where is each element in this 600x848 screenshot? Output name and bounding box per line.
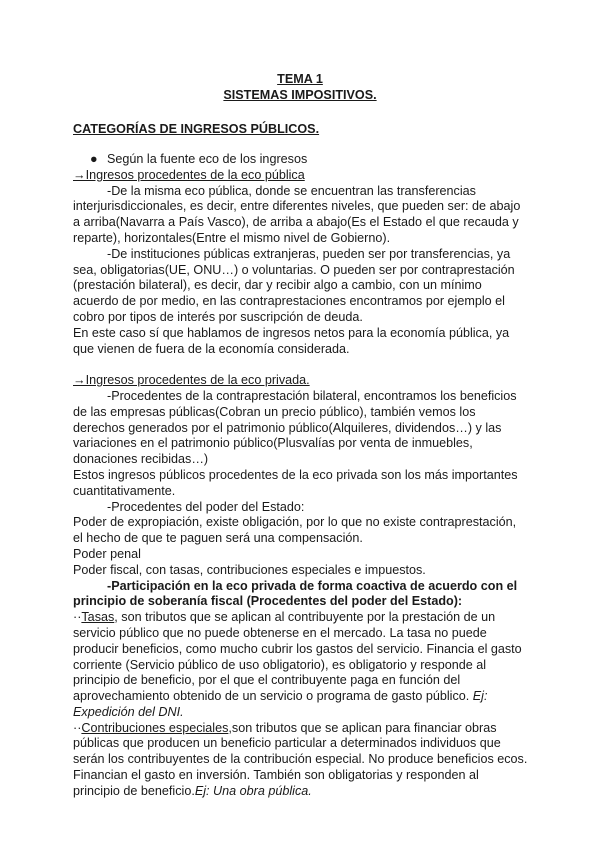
paragraph: -Procedentes del poder del Estado: — [107, 499, 305, 514]
paragraph-tasas — [73, 610, 529, 721]
document-body — [73, 152, 529, 800]
paragraph-contribuciones — [73, 721, 529, 800]
paragraph: Poder fiscal, con tasas, contribuciones especiales e impuestos. — [73, 562, 426, 577]
bullet-item — [73, 152, 529, 168]
paragraph: -De la misma eco pública, donde se encuentran las transferencias interjurisdiccionales, es decir, entre diferentes niveles, que pueden ser: de abajo a arriba(Navarra a País Vasco), de arriba a abajo(Es el Estado el que recauda y reparte), horizontales(Entre el mismo nivel de Gobierno). — [73, 183, 521, 245]
prefix-marks: ·· — [73, 720, 82, 735]
bullet-text: Según la fuente eco de los ingresos — [107, 152, 308, 166]
prefix-marks: ·· — [73, 610, 82, 625]
section-heading: CATEGORÍAS DE INGRESOS PÚBLICOS. — [73, 122, 320, 136]
paragraph: Estos ingresos públicos procedentes de la eco privada son los más importantes cuantitativamente. — [73, 467, 518, 498]
definition-text: ,son tributos que se aplican para financiar obras públicas que producen un beneficio particular a determinados individuos que serán los contribuyentes de la contribución especial. No produce beneficios ecos. Financian el gasto en inversión. También son obligatorias y responden al principio de beneficio. — [73, 720, 528, 798]
document-title — [0, 72, 600, 104]
paragraph: Poder de expropiación, existe obligación, por lo que no existe contraprestación, el hecho de que te paguen será una compensación. — [73, 515, 517, 546]
subheading-public-economy: →Ingresos procedentes de la eco pública — [73, 167, 305, 182]
bold-paragraph: -Participación en la eco privada de forma coactiva de acuerdo con el principio de soberanía fiscal (Procedentes del poder del Estado): — [73, 578, 518, 609]
paragraph: En este caso sí que hablamos de ingresos netos para la economía pública, ya que vienen de fuera de la economía considerada. — [73, 325, 510, 356]
example-text: Ej: Una obra pública. — [194, 783, 312, 798]
paragraph: -De instituciones públicas extranjeras, pueden ser por transferencias, ya sea, obligatorias(UE, ONU…) o voluntarias. O pueden ser por contraprestación (prestación bilateral), es decir, dar y recibir algo a cambio, con un mínimo acuerdo de por medio, en las contraprestaciones encontramos por ejemplo el cobro por tipos de interés por suscripción de deuda. — [73, 246, 515, 324]
term-contribuciones: Contribuciones especiales — [81, 720, 229, 735]
spacer — [73, 357, 529, 373]
term-tasas: Tasas — [81, 610, 115, 625]
paragraph: -Procedentes de la contraprestación bilateral, encontramos los beneficios de las empresas públicas(Cobran un precio público), también vemos los derechos generados por el patrimonio público(Alquileres, dividendos…) y las variaciones en el patrimonio público(Plusvalías por venta de inmuebles, donaciones recibidas…) — [73, 388, 517, 467]
subheading-private-economy: →Ingresos procedentes de la eco privada. — [73, 373, 310, 388]
bullet-icon: ● — [90, 152, 98, 166]
example-text: Ej: Expedición del DNI. — [73, 689, 488, 719]
definition-text: , son tributos que se aplican al contribuyente por la prestación de un servicio público que no puede obtenerse en el mercado. La tasa no puede producir beneficios, como mucho cubrir los gastos del servicio. Financia el gasto corriente (Servicio público de uso obligatorio), es obligatorio y responde al principio de beneficio, por el que el contribuyente paga en función del aprovechamiento obtenido de un servicio o programa de gasto público. — [73, 610, 522, 704]
topic-number: TEMA 1 — [277, 72, 323, 86]
paragraph: Poder penal — [73, 546, 141, 561]
topic-title: SISTEMAS IMPOSITIVOS. — [223, 87, 377, 102]
